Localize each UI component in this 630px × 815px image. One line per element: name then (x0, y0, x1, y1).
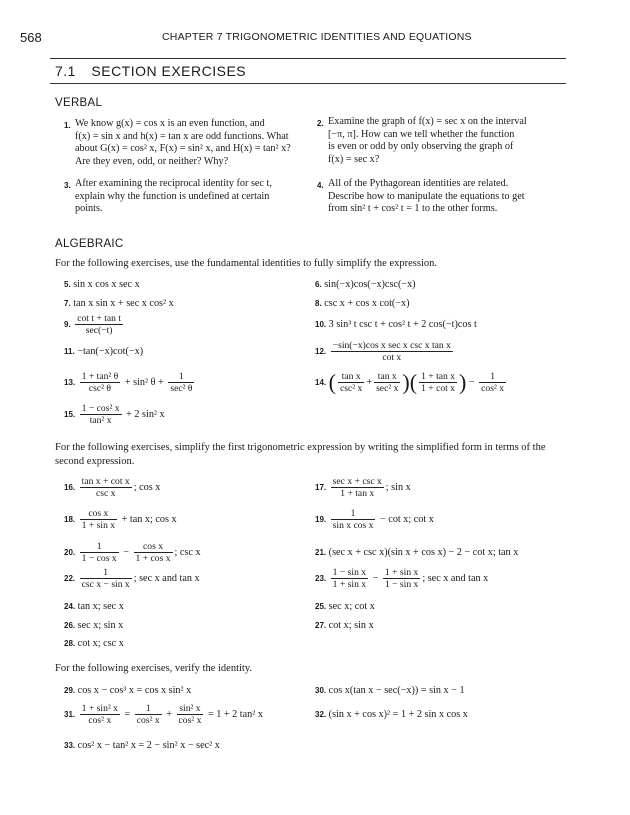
exercise-33 (64, 740, 220, 753)
item-line: [−π, π]. How can we tell whether the function (328, 128, 515, 140)
operator: − (468, 376, 475, 388)
fraction (331, 508, 376, 531)
numerator: tan x + cot x (81, 476, 130, 487)
exercise-10 (315, 319, 477, 332)
numerator: 1 (168, 371, 194, 383)
exercise-number: 22. (64, 573, 76, 583)
item-line: Examine the graph of f(x) = sec x on the interval (328, 116, 527, 127)
exercise-expression: (sec x + csc x)(sin x + cos x) − 2 − cot x; tan x (328, 547, 519, 558)
fraction (80, 567, 132, 590)
denominator: cos² x (136, 715, 160, 726)
expression-tail: ; csc x (174, 546, 201, 558)
denominator: 1 − cos x (81, 553, 117, 564)
operator: + (366, 376, 373, 388)
exercise-number: 16. (64, 482, 76, 492)
exercise-number: 17. (315, 482, 327, 492)
exercise-21 (315, 547, 518, 560)
exercise-20 (64, 541, 201, 564)
denominator: csc² x (340, 383, 363, 394)
exercise-7 (64, 298, 174, 311)
exercise-12 (315, 340, 455, 363)
denominator: sec(−t) (85, 325, 113, 336)
fraction (135, 703, 162, 726)
exercise-expression: sec x; sin x (77, 620, 124, 631)
denominator: 1 + sin x (81, 520, 116, 531)
exercise-expression: sin(−x)cos(−x)csc(−x) (324, 279, 416, 290)
fraction (80, 703, 120, 726)
exercise-expression: cot x; sin x (328, 620, 374, 631)
exercise-29 (64, 685, 191, 698)
exercise-number: 7. (64, 299, 71, 308)
fraction (168, 371, 194, 394)
numerator: cos x (80, 508, 117, 520)
exercise-number: 8. (315, 299, 322, 308)
verbal-heading: VERBAL (55, 97, 103, 109)
intro-fundamental-identities: For the following exercises, use the fundamental identities to fully simplify the expression. (55, 258, 438, 269)
denominator: cot x (382, 352, 402, 363)
exercise-expression: cos² x − tan² x = 2 − sin² x − sec² x (77, 740, 220, 751)
numerator: 1 − sin x (332, 567, 367, 578)
page-number: 568 (20, 30, 42, 45)
chapter-label: CHAPTER 7 (162, 31, 223, 43)
fraction (331, 567, 368, 590)
exercise-32 (315, 709, 468, 722)
exercise-number: 15. (64, 409, 76, 419)
numerator: 1 + tan² θ (81, 371, 119, 382)
fraction (331, 340, 453, 363)
item-line: All of the Pythagorean identities are related. (328, 178, 509, 189)
exercise-number: 11. (64, 347, 75, 356)
exercise-31 (64, 703, 263, 726)
denominator: cos² x (178, 715, 202, 726)
item-line: about G(x) = cos² x, F(x) = sin² x, and H(x) = tan² x? (75, 143, 291, 155)
exercise-expression: sin x cos x sec x (73, 279, 140, 290)
exercise-13 (64, 371, 196, 394)
exercise-expression: −tan(−x)cot(−x) (77, 346, 144, 357)
numerator: sin² x (177, 703, 204, 715)
exercise-14 (315, 371, 508, 394)
exercise-number: 29. (64, 686, 76, 695)
expression-tail: + tan x; cos x (121, 513, 177, 525)
denominator: 1 − sin x (384, 579, 419, 590)
item-number: 2. (317, 119, 324, 128)
verbal-item-3 (64, 178, 309, 216)
denominator: tan² x (89, 415, 112, 426)
exercise-expression: cot x; csc x (77, 638, 124, 649)
numerator: sec x + csc x (332, 476, 382, 487)
exercise-18 (64, 508, 177, 531)
numerator: 1 − cos² x (81, 403, 120, 414)
fraction (479, 371, 506, 394)
item-line: Are they even, odd, or neither? Why? (75, 155, 229, 167)
expression-tail: = 1 + 2 tan² x (207, 708, 263, 720)
exercise-number: 6. (315, 280, 322, 289)
expression-tail: ; sec x and tan x (422, 572, 489, 584)
expression-tail: + 2 sin² x (126, 408, 165, 420)
fraction (80, 371, 121, 394)
exercise-number: 24. (64, 602, 76, 611)
chapter-title: TRIGONOMETRIC IDENTITIES AND EQUATIONS (225, 31, 472, 43)
item-line: is even or odd by only observing the graph of (328, 141, 514, 153)
expression-tail: − cot x; cot x (380, 513, 434, 525)
exercise-number: 28. (64, 639, 76, 648)
exercise-number: 18. (64, 514, 76, 524)
right-paren: ) (402, 369, 410, 395)
exercise-expression: tan x; sec x (77, 601, 124, 612)
operator: + sin² θ + (124, 376, 164, 388)
fraction (80, 508, 117, 531)
exercise-17 (315, 476, 411, 499)
fraction (374, 371, 400, 394)
exercise-16 (64, 476, 160, 499)
exercise-8 (315, 298, 410, 311)
item-number: 3. (64, 181, 71, 190)
algebraic-heading: ALGEBRAIC (55, 238, 124, 250)
intro-verify-identity: For the following exercises, verify the identity. (55, 663, 253, 674)
item-line: After examining the reciprocal identity for sec t, (75, 178, 272, 189)
fraction (80, 541, 119, 564)
fraction (80, 403, 122, 426)
exercise-expression: cos x(tan x − sec(−x)) = sin x − 1 (328, 685, 465, 696)
running-header (162, 31, 472, 43)
denominator: 1 + cot x (421, 383, 455, 394)
denominator: csc x − sin x (81, 579, 130, 590)
exercise-expression: tan x sin x + sec x cos² x (73, 298, 174, 309)
exercise-23 (315, 567, 488, 590)
exercise-expression: csc x + cos x cot(−x) (324, 298, 410, 309)
denominator: csc² θ (88, 383, 112, 394)
exercise-number: 5. (64, 280, 71, 289)
numerator: 1 (135, 703, 162, 715)
item-line: explain why the function is undefined at certain (75, 190, 270, 202)
exercise-number: 13. (64, 377, 76, 387)
section-title (55, 63, 246, 79)
verbal-item-1 (64, 118, 309, 168)
numerator: 1 (80, 541, 119, 553)
verbal-item-4 (317, 178, 567, 216)
exercise-number: 19. (315, 514, 327, 524)
exercise-5 (64, 279, 140, 292)
exercise-27 (315, 620, 374, 633)
intro-simplify-in-terms: For the following exercises, simplify the first trigonometric expression by writing the simplified form in terms of the second expression. (55, 442, 546, 467)
fraction (80, 476, 132, 499)
denominator: sin x cos x (332, 520, 374, 531)
numerator: −sin(−x)cos x sec x csc x tan x (332, 340, 451, 351)
exercise-number: 9. (64, 319, 71, 329)
numerator: cos x (134, 541, 173, 553)
exercise-15 (64, 403, 165, 426)
fraction (338, 371, 364, 394)
exercise-26 (64, 620, 123, 633)
item-line: f(x) = sec x? (328, 153, 380, 165)
operator: − (123, 546, 129, 558)
item-line: We know g(x) = cos x is an even function, and (75, 118, 265, 129)
exercise-number: 32. (315, 710, 327, 719)
exercise-number: 33. (64, 741, 76, 750)
item-line: Describe how to manipulate the equations to get (328, 190, 525, 202)
exercise-11 (64, 346, 143, 359)
denominator: 1 + cos x (135, 553, 171, 564)
exercise-22 (64, 567, 200, 590)
denominator: sec² x (376, 383, 399, 394)
fraction (75, 313, 123, 336)
exercise-expression: 3 sin³ t csc t + cos² t + 2 cos(−t)cos t (328, 319, 477, 330)
denominator: 1 + sin x (332, 579, 367, 590)
denominator: cos² x (481, 383, 505, 394)
fraction (331, 476, 384, 499)
numerator: cot t + tan t (77, 313, 121, 324)
item-line: points. (75, 203, 103, 215)
exercise-number: 27. (315, 621, 327, 630)
left-paren: ( (328, 369, 336, 395)
expression-tail: ; sec x and tan x (133, 572, 200, 584)
title-rule-bottom (50, 83, 566, 84)
exercise-number: 25. (315, 602, 327, 611)
exercise-number: 31. (64, 709, 76, 719)
exercise-6 (315, 279, 416, 292)
exercise-number: 30. (315, 686, 327, 695)
section-number: 7.1 (55, 63, 76, 79)
numerator: 1 + sin x (384, 567, 419, 578)
exercise-number: 12. (315, 346, 327, 356)
exercise-number: 20. (64, 547, 76, 557)
numerator: 1 (80, 567, 132, 579)
item-line: from sin² t + cos² t = 1 to the other forms. (328, 203, 498, 215)
numerator: 1 + tan x (421, 371, 455, 382)
exercise-expression: cos x − cos³ x = cos x sin² x (77, 685, 192, 696)
exercise-28 (64, 638, 124, 651)
operator: = (124, 708, 131, 720)
exercise-25 (315, 601, 375, 614)
exercise-30 (315, 685, 465, 698)
exercise-number: 26. (64, 621, 76, 630)
exercise-19 (315, 508, 434, 531)
operator: + (166, 708, 172, 720)
item-number: 4. (317, 181, 324, 190)
denominator: sec² θ (170, 383, 193, 394)
numerator: tan x (374, 371, 400, 383)
exercise-number: 10. (315, 320, 327, 329)
right-paren: ) (458, 369, 467, 395)
exercise-expression: sec x; cot x (328, 601, 375, 612)
exercise-24 (64, 601, 124, 614)
expression-tail: ; sin x (385, 481, 411, 493)
item-line: f(x) = sin x and h(x) = tan x are odd functions. What (75, 130, 289, 142)
fraction (383, 567, 420, 590)
numerator: 1 + sin² x (81, 703, 118, 714)
exercise-expression: (sin x + cos x)² = 1 + 2 sin x cos x (328, 709, 468, 720)
denominator: 1 + tan x (340, 488, 375, 499)
denominator: cos² x (88, 715, 112, 726)
fraction (134, 541, 173, 564)
operator: − (372, 572, 379, 584)
expression-tail: ; cos x (133, 481, 161, 493)
numerator: 1 (479, 371, 506, 383)
title-rule-top (50, 58, 566, 59)
exercise-number: 14. (315, 377, 327, 387)
exercise-number: 23. (315, 573, 327, 583)
exercise-number: 21. (315, 548, 327, 557)
exercise-9 (64, 313, 125, 336)
left-paren: ( (409, 369, 418, 395)
section-name: SECTION EXERCISES (91, 63, 247, 79)
item-number: 1. (64, 121, 71, 130)
verbal-item-2 (317, 116, 567, 166)
denominator: csc x (95, 488, 116, 499)
fraction (177, 703, 204, 726)
numerator: tan x (338, 371, 364, 383)
fraction (419, 371, 457, 394)
numerator: 1 (331, 508, 376, 520)
